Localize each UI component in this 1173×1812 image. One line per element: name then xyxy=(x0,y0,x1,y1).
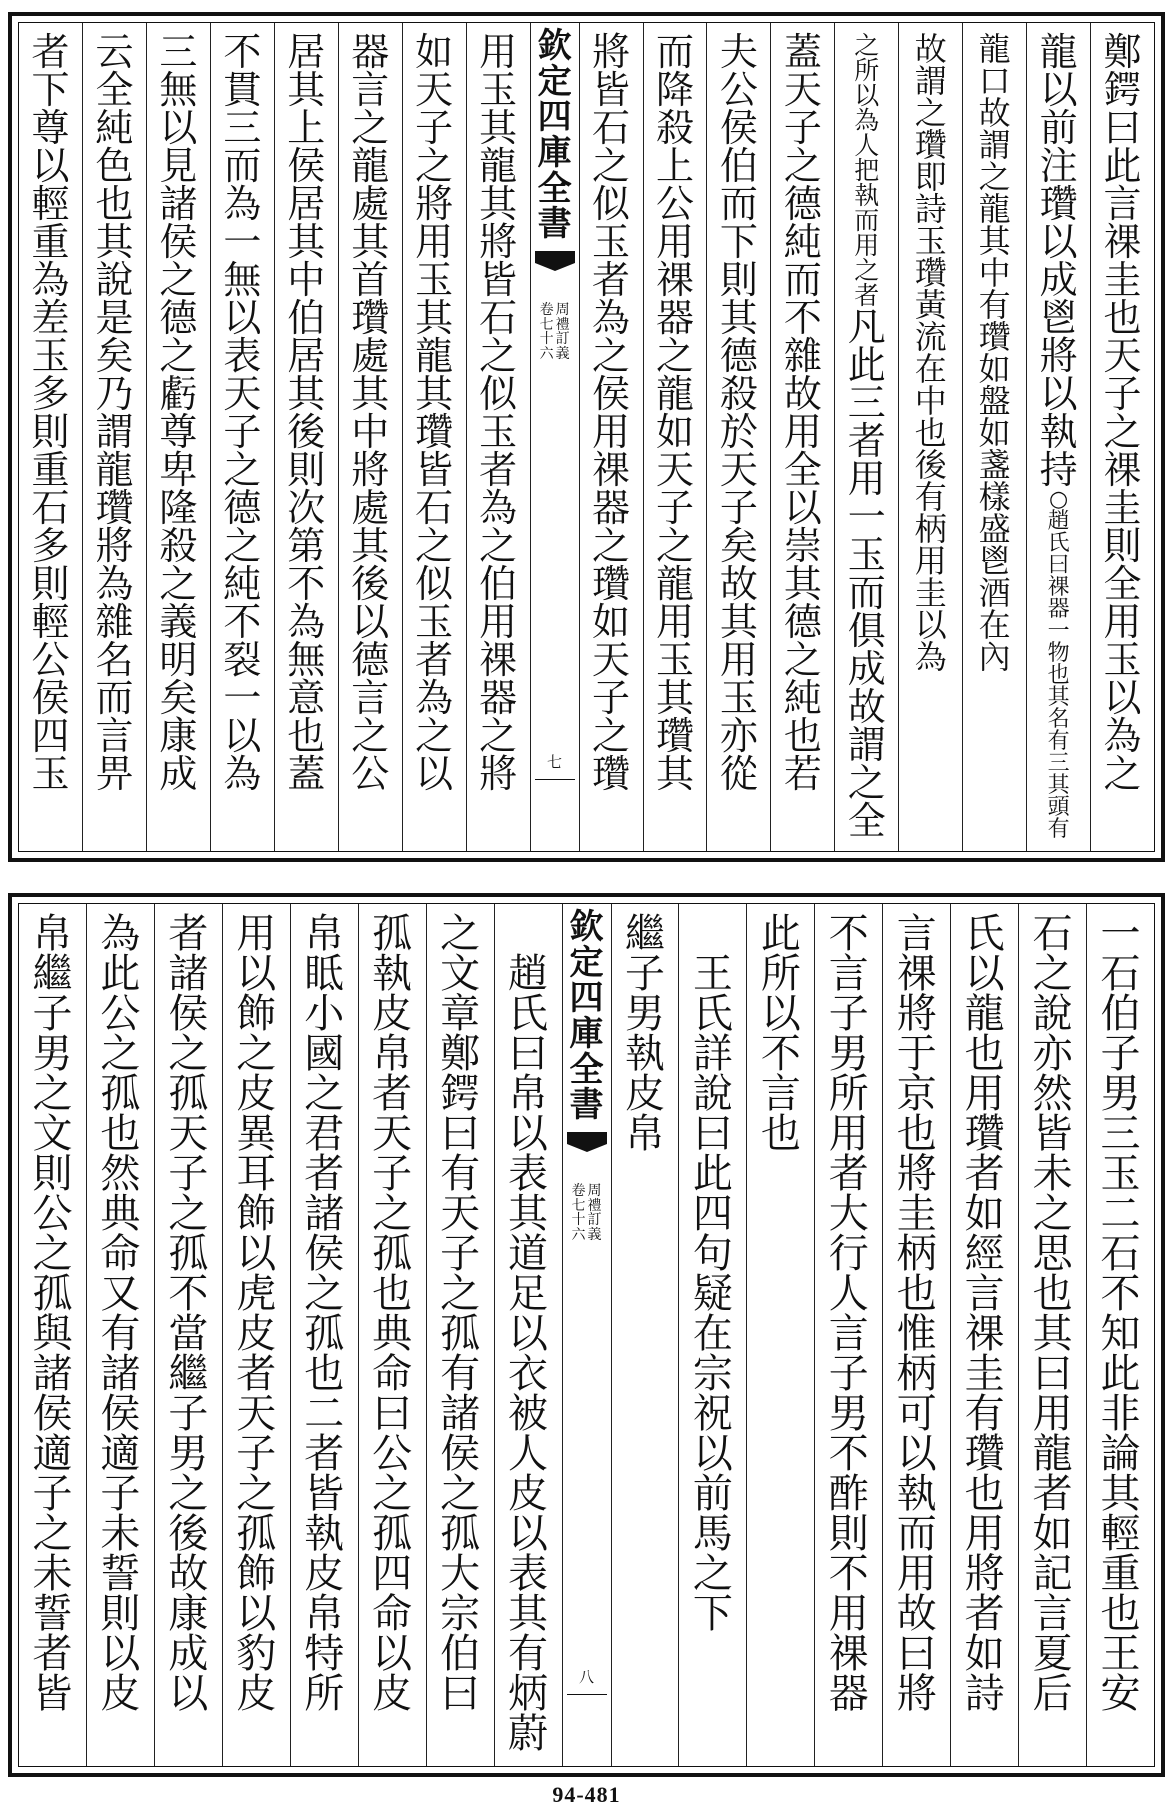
main-text: 三 無 以 見 諸 侯 之 德 之 虧 尊 卑 隆 殺 之 義 明 矣 康 成 xyxy=(159,30,198,796)
main-text: 者 下 尊 以 輕 重 為 差 玉 多 則 重 石 多 則 輕 公 侯 四 玉 xyxy=(31,30,70,796)
top-page xyxy=(8,12,1165,862)
main-text: 用 玉 其 龍 其 將 皆 石 之 似 玉 者 為 之 伯 用 祼 器 之 將 xyxy=(479,30,518,796)
text-column xyxy=(746,904,814,1766)
main-text: 王 氏 詳 說 曰 此 四 句 疑 在 宗 祝 以 前 馬 之 下 xyxy=(692,951,733,1637)
main-text: 而 降 殺 上 公 用 祼 器 之 龍 如 天 子 之 龍 用 玉 其 瓚 其 xyxy=(655,30,694,796)
text-column xyxy=(426,904,494,1766)
text-column xyxy=(770,23,834,851)
text-column xyxy=(1026,23,1090,851)
text-column xyxy=(290,904,358,1766)
fish-tail-ornament xyxy=(565,1132,609,1154)
main-text: 帛 繼 子 男 之 文 則 公 之 孤 與 諸 侯 適 子 之 未 誓 者 皆 xyxy=(32,911,73,1717)
divider-line xyxy=(535,779,575,780)
center-banner xyxy=(530,23,579,851)
main-text: 石 之 說 亦 然 皆 未 之 思 也 其 曰 用 龍 者 如 記 言 夏 后 xyxy=(1032,911,1073,1717)
text-column xyxy=(338,23,402,851)
main-text: 不 貫 三 而 為 一 無 以 表 天 子 之 德 之 純 不 裂 一 以 為 xyxy=(223,30,262,796)
fish-tail-ornament xyxy=(533,251,577,273)
main-text: 夫 公 侯 伯 而 下 則 其 德 殺 於 天 子 矣 故 其 用 玉 亦 從 xyxy=(719,30,758,796)
main-text: 帛 眡 小 國 之 君 者 諸 侯 之 孤 也 二 者 皆 執 皮 帛 特 所 xyxy=(304,911,345,1717)
volume-number: 卷 七 十 六 xyxy=(539,302,554,363)
text-column xyxy=(274,23,338,851)
text-column xyxy=(402,23,466,851)
text-column xyxy=(146,23,210,851)
main-text: 如 天 子 之 將 用 玉 其 龍 其 瓚 皆 石 之 似 玉 者 為 之 以 xyxy=(415,30,454,796)
text-column xyxy=(19,23,82,851)
bottom-page-columns xyxy=(19,904,1154,1766)
main-text: 器 言 之 龍 處 其 首 瓚 處 其 中 將 處 其 後 以 德 言 之 公 xyxy=(351,30,390,796)
main-text: 為 此 公 之 孤 也 然 典 命 又 有 諸 侯 適 子 未 誓 則 以 皮 xyxy=(100,911,141,1717)
main-text: 言 祼 將 于 京 也 將 圭 柄 也 惟 柄 可 以 執 而 用 故 曰 將 xyxy=(896,911,937,1717)
text-column xyxy=(19,904,86,1766)
leaf-number: 七 xyxy=(547,753,563,771)
main-text: 不 言 子 男 所 用 者 大 行 人 言 子 男 不 酢 則 不 用 祼 器 xyxy=(828,911,869,1717)
text-column xyxy=(814,904,882,1766)
main-text: 之 文 章 鄭 鍔 曰 有 天 子 之 孤 有 諸 侯 之 孤 大 宗 伯 曰 xyxy=(440,911,481,1717)
text-column xyxy=(882,904,950,1766)
text-column xyxy=(1090,23,1154,851)
text-column xyxy=(1086,904,1154,1766)
text-column xyxy=(358,904,426,1766)
banner-subtitle xyxy=(531,303,579,362)
main-text: 蓋 天 子 之 德 純 而 不 雜 故 用 全 以 崇 其 德 之 純 也 若 xyxy=(783,30,822,796)
text-column xyxy=(706,23,770,851)
text-column xyxy=(579,23,643,851)
page-code: 94-481 xyxy=(552,1782,621,1807)
text-column xyxy=(643,23,707,851)
top-page-columns xyxy=(19,23,1154,851)
text-column xyxy=(678,904,746,1766)
mixed-text: 龍 以 前 注 瓚 以 成 鬯 將 以 執 持 ○ 趙 氏 曰 祼 器 一 物 也 其 名 有 三 其 頭 有 xyxy=(1039,30,1078,842)
text-column xyxy=(222,904,290,1766)
main-text: 趙 氏 曰 帛 以 表 其 道 足 以 衣 被 人 皮 以 表 其 有 炳 蔚 xyxy=(508,951,549,1757)
banner-subtitle xyxy=(563,1184,611,1243)
banner-title: 欽 定 四 庫 全 書 xyxy=(569,907,604,1126)
text-column xyxy=(1018,904,1086,1766)
main-text: 用 以 飾 之 皮 異 耳 飾 以 虎 皮 者 天 子 之 孤 飾 以 豹 皮 xyxy=(236,911,277,1717)
text-column xyxy=(834,23,898,851)
divider-line xyxy=(567,1694,607,1695)
center-banner xyxy=(562,904,611,1766)
main-text: 繼 子 男 執 皮 帛 xyxy=(624,911,665,1157)
text-column xyxy=(962,23,1026,851)
text-column xyxy=(611,904,679,1766)
book-title: 周 禮 訂 義 xyxy=(555,302,570,363)
book-title: 周 禮 訂 義 xyxy=(587,1183,602,1244)
banner-title: 欽 定 四 庫 全 書 xyxy=(537,26,572,245)
leaf-number: 八 xyxy=(578,1668,594,1686)
text-column xyxy=(210,23,274,851)
text-column xyxy=(950,904,1018,1766)
text-column xyxy=(494,904,562,1766)
main-text: 云 全 純 色 也 其 說 是 矣 乃 謂 龍 瓚 將 為 雜 名 而 言 畀 xyxy=(95,30,134,796)
main-text: 一 石 伯 子 男 三 玉 二 石 不 知 此 非 論 其 輕 重 也 王 安 xyxy=(1100,911,1141,1717)
mixed-text: 之 所 以 為 人 把 執 而 用 之 者 凡 此 三 者 用 一 玉 而 俱 成 故 謂 之 全 xyxy=(847,31,886,843)
main-text: 居 其 上 侯 居 其 中 伯 居 其 後 則 次 第 不 為 無 意 也 蓋 xyxy=(287,30,326,796)
commentary-text: 故 謂 之 瓚 即 詩 玉 瓚 黃 流 在 中 也 後 有 柄 用 圭 以 為 xyxy=(914,30,947,676)
main-text: 者 諸 侯 之 孤 天 子 之 孤 不 當 繼 子 男 之 後 故 康 成 以 xyxy=(168,911,209,1717)
text-column xyxy=(82,23,146,851)
text-column xyxy=(154,904,222,1766)
main-text: 鄭 鍔 曰 此 言 祼 圭 也 天 子 之 祼 圭 則 全 用 玉 以 為 之 xyxy=(1103,30,1142,796)
main-text: 此 所 以 不 言 也 xyxy=(760,911,801,1157)
main-text: 孤 執 皮 帛 者 天 子 之 孤 也 典 命 曰 公 之 孤 四 命 以 皮 xyxy=(372,911,413,1717)
text-column xyxy=(466,23,530,851)
text-column xyxy=(86,904,154,1766)
bottom-page xyxy=(8,893,1165,1777)
volume-number: 卷 七 十 六 xyxy=(571,1183,586,1244)
main-text: 氏 以 龍 也 用 瓚 者 如 經 言 祼 圭 有 瓚 也 用 將 者 如 詩 xyxy=(964,911,1005,1717)
commentary-text: 龍 口 故 謂 之 龍 其 中 有 瓚 如 盤 如 盞 樣 盛 鬯 酒 在 內 xyxy=(978,30,1011,676)
text-column xyxy=(898,23,962,851)
main-text: 將 皆 石 之 似 玉 者 為 之 侯 用 祼 器 之 瓚 如 天 子 之 瓚 xyxy=(592,30,631,796)
